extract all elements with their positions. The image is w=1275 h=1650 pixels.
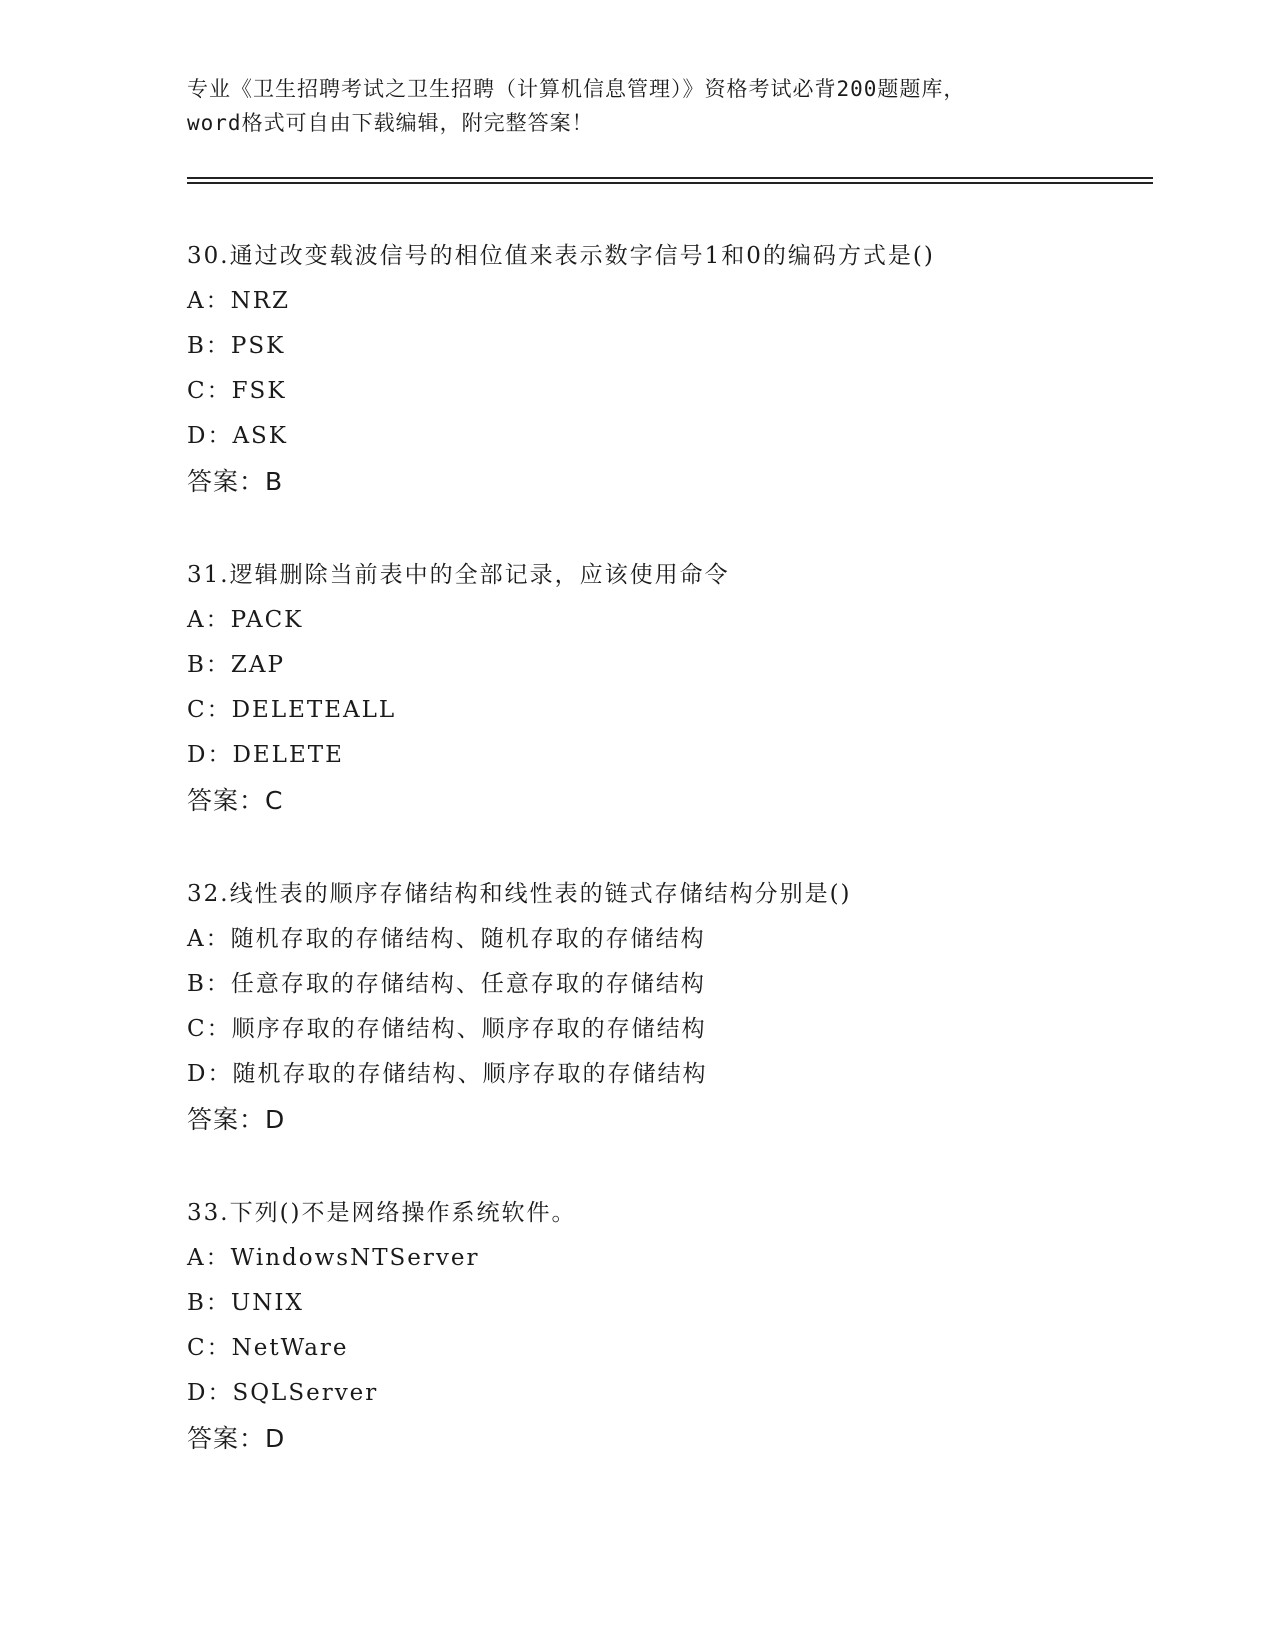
question-31 [187,553,1153,823]
question-text: 33.下列()不是网络操作系统软件。 [187,1200,577,1226]
option-a: A：WindowsNTServer [187,1245,480,1271]
option-d: D：ASK [187,423,288,449]
option-b: B：PSK [187,333,286,359]
question-30 [187,234,1153,504]
option-a: A：随机存取的存储结构、随机存取的存储结构 [187,926,706,952]
answer: 答案：D [187,1424,286,1453]
option-c: C：顺序存取的存储结构、顺序存取的存储结构 [187,1016,707,1042]
question-text: 31.逻辑删除当前表中的全部记录，应该使用命令 [187,562,730,588]
question-text: 32.线性表的顺序存储结构和线性表的链式存储结构分别是() [187,881,852,907]
option-a: A：NRZ [187,288,291,314]
option-b: B：ZAP [187,652,285,678]
option-b: B：UNIX [187,1290,304,1316]
option-b: B：任意存取的存储结构、任意存取的存储结构 [187,971,706,997]
answer: 答案：B [187,467,284,496]
option-d: D：SQLServer [187,1380,379,1406]
option-d: D：DELETE [187,742,344,768]
header-divider-bottom [187,182,1153,184]
option-a: A：PACK [187,607,304,633]
question-text: 30.通过改变载波信号的相位值来表示数字信号1和0的编码方式是() [187,243,935,269]
header-line-2: word格式可自由下载编辑，附完整答案！ [187,111,594,135]
answer: 答案：C [187,786,284,815]
header-divider-top [187,177,1153,179]
header-line-1: 专业《卫生招聘考试之卫生招聘（计算机信息管理）》资格考试必背200题题库， [187,77,966,101]
option-c: C：FSK [187,378,287,404]
option-c: C：DELETEALL [187,697,397,723]
option-d: D：随机存取的存储结构、顺序存取的存储结构 [187,1061,708,1087]
question-33 [187,1191,1153,1461]
answer: 答案：D [187,1105,286,1134]
document-header [187,72,1087,140]
option-c: C：NetWare [187,1335,349,1361]
question-32 [187,872,1153,1142]
